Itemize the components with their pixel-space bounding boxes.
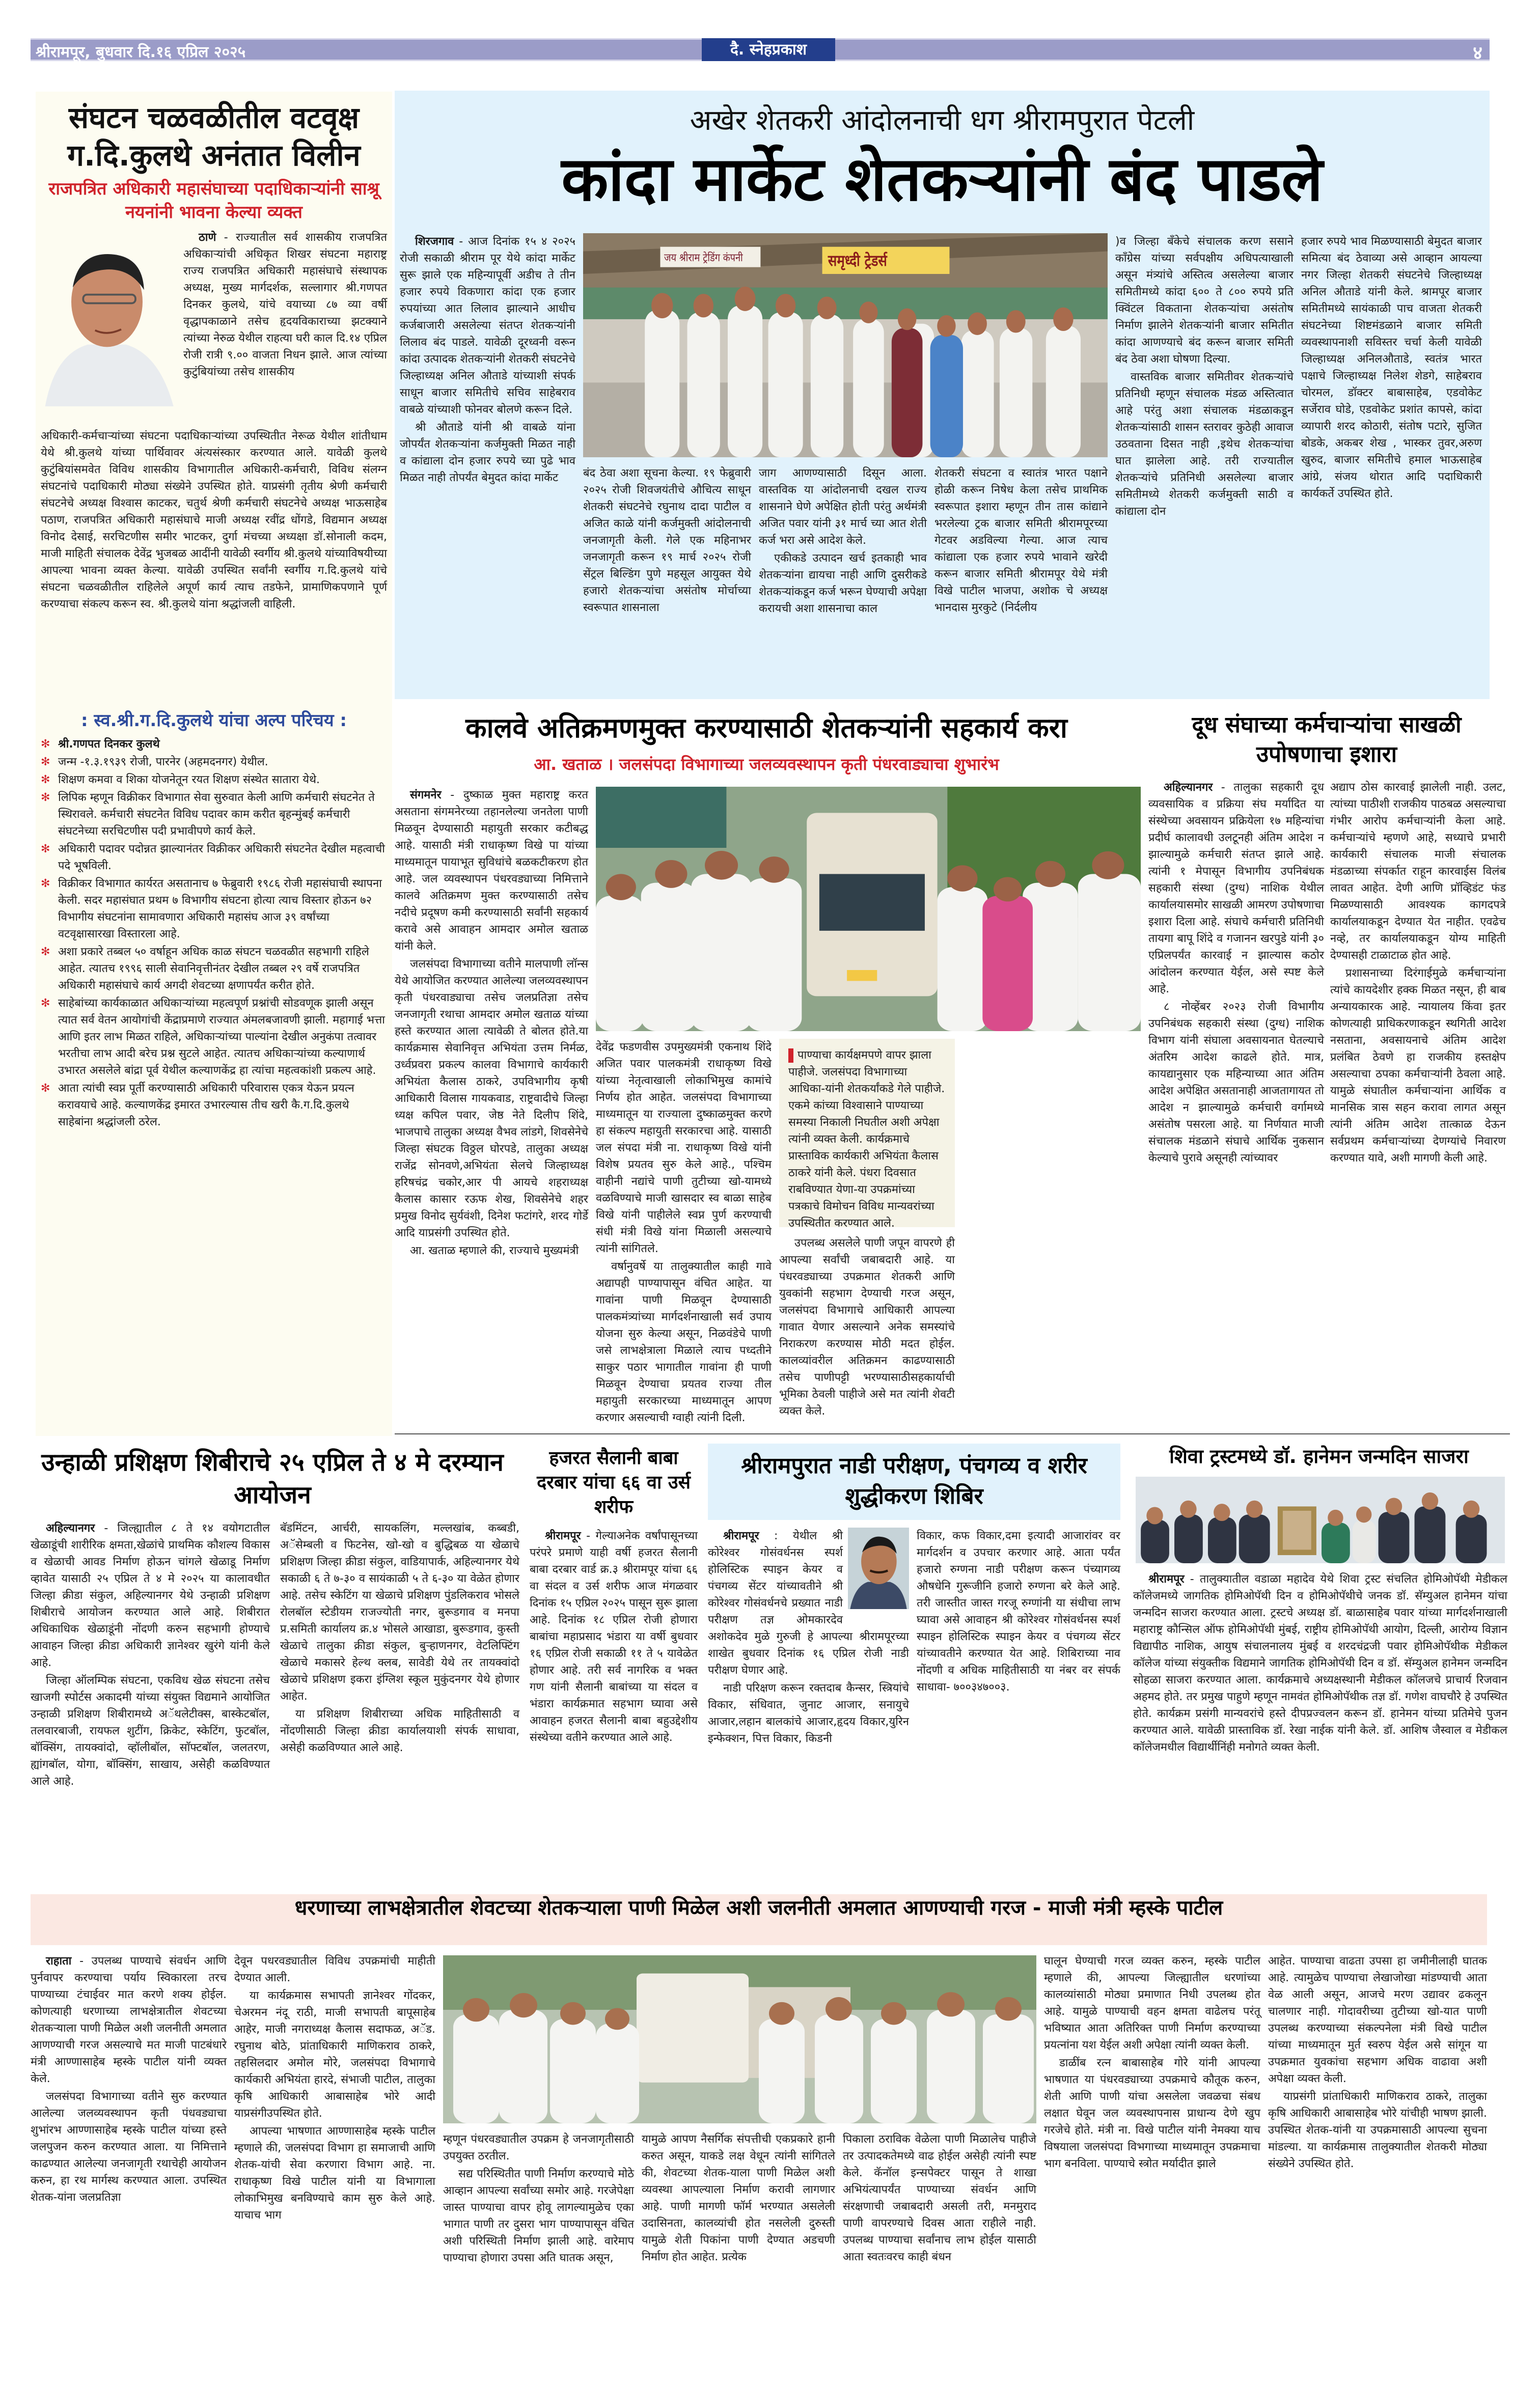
nadi-col-2: विकार, कफ विकार,दमा इत्यादी आजारांवर वर मार्गदर्शन व उपचार करणार आहे. आता पर्यंत हजारो रुग्णना नाडी परीक्षण करून पंच्यागव्य औषधेनि गुरूजीनि हजारो रुग्णना बरे केले आहे. तरी जास्तीत जास्त गरजू रुग्णांनी या संधीचा लाभ घ्यावा असे आवाहन श्री कोरेश्वर गोसंवर्धनस स्पर्श स्पाइन होलिस्टिक स्पाइन केयर व पंचगव्य सेंटर यांच्यावतीने करण्यात येत आहे. शिबिराच्या नाव नोंदणी व अधिक माहितीसाठी या नंबर वर संपर्क साधावा- ७००३४७००३. [917, 1530, 1120, 1694]
bio-item: ✻ जन्म -१.३.१९३९ रोजी, पारनेर (अहमदनगर) येथील. [41, 754, 387, 770]
hahnemann-dateline: श्रीरामपूर [1148, 1573, 1185, 1586]
nadi-headline-box [708, 1444, 1120, 1520]
sign-jay-shriram: जय श्रीराम ट्रेडिंग कंपनी [664, 251, 743, 264]
canal-quote-text: पाण्याचा कार्यक्षमपणे वापर झाला पाहीजे. जलसंपदा विभागाच्या आधिका-यांनी शेतकर्यांकडे गेले पाहीजे. एकमे कांच्या विश्वासाने पाण्याच्या समस्या निकाली निघतील अशी अपेक्षा त्यांनी व्यक्त केली. कार्यक्रमाचे प्रास्ताविक कार्यकारी अभियंता कैलास ठाकरे यांनी केले. पंधरा दिवसात राबविण्यात येणा-या उपक्रमांच्या पत्रकाचे विमोचन विविध मान्यवरांच्या उपस्थितीत करण्यात आले. [788, 1049, 945, 1230]
dam-dateline: राहाता [46, 1955, 72, 1968]
urs-body: श्रीरामपूर - गेल्याअनेक वर्षांपासूनच्या परंपरे प्रमाणे याही वर्षी हजरत सैलानी बाबा दरबार वार्ड क्र.३ श्रीरामपूर यांचा ६६ वा संदल व उर्स शरीफ आज मंगळवार दिनांक १५ एप्रिल २०२५ पासून सुरू झाला आहे. दिनांक १८ एप्रिल रोजी होणारा बाबांचा महाप्रसाद भंडारा या वर्षी बुधवार १६ एप्रिल रोजी सकाळी ११ ते ५ यावेळेत होणार आहे. तरी सर्व नागरिक व भक्त गण यांनी सैलानी बाबांच्या या संदल व भंडारा कार्यक्रमात सहभाग घ्यावा असे आवाहन हजरत सैलानी बाबा बहुउद्देशीय संस्थेच्या वतीने करण्यात आले आहे. [530, 1530, 698, 1744]
asterisk-bullet-icon: ✻ [41, 791, 50, 804]
canal-col-2b: वर्षानुवर्षे या तालुक्यातील काही गावे अद्यापही पाण्यापासून वंचित आहेत. या गावांना पाणी मिळवून देण्यासाठी पालकमंत्र्यांच्या मार्गदर्शनाखाली सर्व उपाय योजना सुरु केल्या असून, निळवंडेचे पाणी जसे लाभक्षेत्राला मिळाले त्याच पध्दतीने साकुर पठार भागातील गावांना ही पाणी मिळवून देण्याचा प्रयतव राज्या तील महायुती सरकारच्या माध्यमातून आपण करणार असल्याची ग्वाही त्यांनी दिली. [596, 1260, 772, 1424]
hahnemann-headline: शिवा ट्रस्टमध्ये डॉ. हानेमन जन्मदिन साजरा [1169, 1445, 1469, 1468]
asterisk-bullet-icon: ✻ [41, 756, 50, 768]
bio-item: ✻ अधिकारी पदावर पदोन्नत झाल्यानंतर विक्रीकर अधिकारी संघटनेत देखील महत्वाची पदे भूषविली. [41, 841, 387, 874]
dam-col-6: घालून घेण्याची गरज व्यक्त करुन, म्हस्के पाटील म्हणाले की, आपल्या जिल्ह्यातील धरणांच्या कालव्यांसाठी मोठ्या प्रमाणात निधी उपलब्ध होत आहे. यामुळे पाण्याची वहन क्षमता वाढेलच परंतू भविष्यात आता अतिरिक्त पाणी निर्माण करण्याच्या प्रयत्नांना यश येईल अशी अपेक्षा त्यांनी व्यक्त केली. डाळींब रत्न बाबासाहेब गोरे यांनी आपल्या भाषणात या पंधरवड्याच्या उपक्रमाचे कौतूक करुन, शेती आणि पाणी यांचा असलेला जवळचा संबध लक्षात घेवून जल व्यवस्थापनास प्राधान्य देणे खुप गरजेचे होते. मंत्री ना. विखे पाटील यांनी नेमक्या याच विषयाला जलसंपदा विभगाच्या माध्यमातून उपक्रमाचा भाग बनविला. पाण्याचे स्त्रोत मर्यादीत झाले [1044, 1955, 1260, 2170]
canal-dateline: संगमनेर [410, 789, 442, 801]
milk-dateline: अहिल्यानगर [1164, 781, 1213, 794]
quote-marker-icon [788, 1048, 793, 1063]
portrait-photo [36, 229, 178, 412]
asterisk-bullet-icon: ✻ [41, 877, 50, 890]
urs-dateline: श्रीरामपूर [545, 1530, 581, 1542]
milk-col-2: अद्याप ठोस कारवाई झालेली नाही. उलट, त्यांच्या पाठीशी राजकीय पाठबळ असल्याचा गंभीर आरोप कर्मचाऱ्यांनी केला आहे. कर्मचाऱ्यांचे म्हणणे आहे, सध्याचे प्रभारी कार्यकारी संचालक माजी संचालक मंडळाच्या संपर्कात राहून कारवाईस विलंब लावत आहेत. देणी आणि प्रॉव्हिडंट फंड मिळण्यासाठी आवश्यक कागदपत्रे कार्यालयाकडून देण्यात येत नाहीत. एवढेच नव्हे, तर कार्यालयाकडून योग्य माहिती देण्यासही टाळाटाळ होत आहे. प्रशासनाच्या दिरंगाईमुळे कर्मचाऱ्यांना त्यांचे कायदेशीर हक्क मिळत नसून, ही बाब अन्यायकारक आहे. न्यायालय किंवा इतर कोणत्याही प्राधिकरणाकडून स्थगिती आदेश नसताना, अवसायनाचे अंतिम आदेश प्रलंबित ठेवणे हा राजकीय हस्तक्षेप असल्याचा ठपका कर्मचाऱ्यांनी ठेवला आहे. यामुळे संघातील कर्मचाऱ्यांना आर्थिक व मानसिक त्रास सहन करावा लागत असून त्यांनी अंतिम आदेश तात्काळ देऊन सर्वप्रथम कर्मचाऱ्यांच्या देणग्यांचे निवारण करण्यात यावे, अशी मागणी केली आहे. [1330, 781, 1506, 1165]
bio-list [41, 736, 387, 1428]
canal-col-1: संगमनेर - दुष्काळ मुक्त महाराष्ट्र करत असताना संगमनेरच्या तहानलेल्या जनतेला पाणी मिळवून देण्यासाठी महायुती सरकार कटीबद्ध आहे. यासाठी मंत्री राधाकृष्ण विखे पा यांच्या माध्यमातून पायाभूत सुविधांचे बळकटीकरण होत आहे. जल व्यवस्थापन पंधरवड्याच्या निमित्ताने कालवे अतिक्रमण मुक्त करण्यासाठी तसेच नदीचे प्रदूषण कमी करण्यासाठी सर्वांनी सहकार्य करावे असे आवाहन आमदार अमोल खताळ यांनी केले. जलसंपदा विभागाच्या वतीने मालपाणी लॉन्स येथे आयोजित करण्यात आलेल्या जलव्यवस्थापन कृती पंधरवाड्याचा तसेच जलप्रतिज्ञा तसेच जनजागृती रथाचा आमदार अमोल खताळ यांच्या हस्ते करण्यात आला त्यावेळी ते बोलत होते.या कार्यक्रमास सेवानिवृत्त अभियंता उत्तम निर्मळ, उर्ध्वप्रवरा प्रकल्प कालवा विभागाचे कार्यकारी अभियंता कैलास ठाकरे, उपविभागीय कृषी आधिकारी विलास गायकवाड, राष्ट्रवादीचे जिल्हा ध्यक्ष कपिल पवार, जेष्ठ नेते दिलीप शिंदे, भाजपाचे तालुका अध्यक्ष वैभव लांडगे, शिवसेनेचे जिल्हा संघटक विठ्ठल घोरपडे, तालुका अध्यक्ष राजेंद्र सोनवणे,अभियंता सेलचे जिल्हाध्यक्ष हरिषचंद्र चकोर,आर पी आयचे शहराध्यक्ष कैलास कासार रऊफ शेख, शिवसेनेचे शहर प्रमुख विनोद सुर्यवंशी, दिनेश फटांगरे, शरद गोर्डे आदि याप्रसंगी उपस्थित होते. आ. खताळ म्हणाले की, राज्याचे मुख्यमंत्री [395, 787, 588, 1426]
nadi-headline: श्रीरामपुरात नाडी परीक्षण, पंचगव्य व शरीर शुद्धीकरण शिबिर [741, 1453, 1087, 1509]
masthead-band [31, 38, 1490, 64]
asterisk-bullet-icon: ✻ [41, 946, 50, 958]
obituary-headline: संघटन चळवळीतील वटवृक्ष ग.दि.कुलथे अनंतात विलीन [67, 100, 361, 173]
obituary-lead-text: ठाणे - राज्यातील सर्व शासकीय राजपत्रित अधिकाऱ्यांची अधिकृत शिखर संघटना महाराष्ट्र राज्य राजपत्रित अधिकारी महासंघाचे संस्थापक अध्यक्ष, मुख्य मार्गदर्शक, सल्लागार श्री.गणपत दिनकर कुलथे, यांचे वयाच्या ८७ व्या वर्षी वृद्धापकाळाने तसेच हृदयविकाराच्या झटक्याने त्यांच्या नेरुळ येथील राहत्या घरी काल दि.१४ एप्रिल रोजी रात्री ९.०० वाजता निधन झाले. आज त्यांच्या कुटुंबियांच्या तसेच शासकीय [183, 231, 387, 378]
canal-quote-box [779, 1039, 955, 1230]
sports-col-1: अहिल्यानगर - जिल्ह्यातील ८ ते १४ वयोगटातील खेळाडूंची शारीरिक क्षमता,खेळांचे प्राथमिक कौशल्य विकास व खेळाची आवड निर्माण होऊन चांगले खेळाडू निर्माण व्हावेत यासाठी २५ एप्रिल ते ४ मे २०२५ या कालावधीत जिल्हा क्रीडा संकुल, अहिल्यानगर येथे उन्हाळी प्रशिक्षण शिबीराचे आयोजन करण्यात आले आहे. शिबीरात अधिकाधिक खेळाडूंनी नोंदणी करुन सहभागी होण्याचे आवाहन जिल्हा क्रीडा अधिकारी ज्ञानेश्वर खुरंगे यांनी केले आहे. जिल्हा ऑलम्पिक संघटना, एकविध खेळ संघटना तसेच खाजगी स्पोर्टस अकादमी यांच्या संयुक्त विद्यमाने आयोजित उन्हाळी प्रशिक्षण शिबीरामध्ये अॅथलेटीक्स, बास्केटबॉल, तलवारबाजी, रायफल शुटींग, क्रिकेट, स्केटिंग, फुटबॉल, बॉक्सिंग, तायक्वांदो, व्हॉलीबॉल, साॅफ्टबॉल, जलतरण, ह्यांगबॉल, योगा, बॉक्सिंग, साखाय, असेही कळविण्यात आले आहे. [31, 1522, 270, 1788]
page-number: ४ [1473, 43, 1482, 64]
bio-item: ✻ श्री.गणपत दिनकर कुलथे [41, 736, 387, 753]
obituary-lead-body: राज्यातील सर्व शासकीय राजपत्रित अधिकाऱ्यांची अधिकृत शिखर संघटना महाराष्ट्र राज्य राजपत्रित अधिकारी महासंघाचे संस्थापक अध्यक्ष, मुख्य मार्गदर्शक, सल्लागार श्री.गणपत दिनकर कुलथे, यांचे वयाच्या ८७ व्या वर्षी वृद्धापकाळाने तसेच हृदयविकाराच्या झटक्याने त्यांच्या नेरुळ येथील राहत्या घरी काल दि.१४ एप्रिल रोजी रात्री ९.०० वाजता निधन झाले. आज त्यांच्या कुटुंबियांच्या तसेच शासकीय [183, 231, 387, 378]
nadi-col-1: श्रीरामपूर : येथील श्री कोरेश्वर गोसंवर्धनस स्पर्श होलिस्टिक स्पाइन केयर व पंचगव्य सेंटर यांच्यावतीने श्री कोरेश्वर गोसंवर्धनचे प्रख्यात नाडी परीक्षण तज्ञ ओमकारदेव अशोकदेव मुळे गुरुजी हे आपल्या श्रीरामपूरच्या शाखेत बुधवार दिनांक १६ एप्रिल रोजी नाडी परीक्षण घेणार आहे. नाडी परिक्षण करून रक्तदाब कैन्सर, स्त्रियांचे विकार, संधिवात, जुनाट आजार, सनायुचे आजार,लहान बालकांचे आजार,हृदय विकार,युरिन इन्फेक्शन, पित्त विकार, किडनी [708, 1528, 909, 1887]
sign-samruddhi: समृध्दी ट्रेडर्स [828, 252, 887, 270]
obituary-subheadline: राजपत्रित अधिकारी महासंघाच्या पदाधिकाऱ्यांनी साश्रू नयनांनी भावना केल्या व्यक्त [48, 179, 379, 223]
hahnemann-event-photo [1136, 1477, 1505, 1563]
asterisk-bullet-icon: ✻ [41, 843, 50, 855]
bio-item: ✻ लिपिक म्हणून विक्रीकर विभागात सेवा सुरुवात केली आणि कर्मचारी संघटनेत ते स्थिरावले. कर्मचारी संघटनेत विविध पदावर काम करीत बृहन्मुंबई कर्मचारी संघटनेच्या सरचिटणीस पदी प्रभावीपणे कार्य केले. [41, 789, 387, 840]
sports-headline: उन्हाळी प्रशिक्षण शिबीराचे २५ एप्रिल ते ४ मे दरम्यान आयोजन [41, 1448, 504, 1509]
lead-col-5: )व जिल्हा बँकेचे संचालक करण ससाने काँग्रेस यांच्या सर्वपक्षीय अधिपत्याखाली असून मंत्र्यांचे अस्तित्व असलेल्या बाजार समितीमध्ये कांदा ६०० ते ८०० रुपये प्रति क्विंटल विकताना शेतकऱ्यांचा असंतोष निर्माण झालेने शेतकऱ्यांनी बाजार समितीत कांदा आणण्याचे बंद करून बाजार समिती बंद ठेवा अशा घोषणा दिल्या. वास्तविक बाजार समितीवर शेतकऱ्यांचे प्रतिनिधी म्हणून संचालक मंडळ अस्तित्वात आहे परंतु अशा संचालक मंडळाकडून शेतकऱ्यांसाठी शासन स्तरावर कुठेही आवाज उठवताना दिसत नाही ,इथेच शेतकऱ्यांचा घात झालेला आहे. तरी राज्यातील शेतकऱ्यांचे प्रतिनिधी असलेल्या बाजार समितीमध्ये शेतकरी कर्जमुक्ती साठी व कांद्याला दोन [1115, 233, 1294, 694]
dam-headline: धरणाच्या लाभक्षेत्रातील शेवटच्या शेतकऱ्याला पाणी मिळेल अशी जलनीती अमलात आणण्याची गरज - माजी मंत्री म्हस्के पाटील [294, 1896, 1223, 1920]
bio-item: ✻ साहेबांच्या कार्यकाळात अधिकाऱ्यांच्या महत्वपूर्ण प्रश्नांची सोडवणूक झाली असून त्यात सर्व वेतन आयोगांची केंद्राप्रमाणे राज्यात अंमलबजावणी झाली. महागाई भत्ता आणि इतर लाभ मिळत राहिले, अधिकाऱ्यांच्या पाल्यांना देखील अनुकंपा तत्वावर भरतीचा लाभ आदी बरेच प्रश्न सुटले आहेत. त्यातच अधिकाऱ्यांच्या कल्याणार्थ उभारत असलेले बांद्रा पूर्व येथील कल्याणकेंद्र हा त्यांचा महत्वकांशी प्रकल्प आहे. [41, 995, 387, 1079]
lead-kicker: अखेर शेतकरी आंदोलनाची धग श्रीरामपुरात पेटली [690, 104, 1195, 137]
milk-headline: दूध संघाच्या कर्मचाऱ्यांचा साखळी उपोषणाचा इशारा [1192, 712, 1462, 767]
asterisk-bullet-icon: ✻ [41, 997, 50, 1010]
canal-headline: कालवे अतिक्रमणमुक्त करण्यासाठी शेतकऱ्यांनी सहकार्य करा [465, 712, 1067, 744]
lead-col-1: शिरजगाव - आज दिनांक १५ ४ २०२५ रोजी सकाळी श्रीराम पूर येथे कांदा मार्केट सुरू झाले एक महिन्यापूर्वी अडीच ते तीन हजार रुपये विकणारा कांदा एक हजार रुपयांच्या आत लिलाव झाल्याने आधीच कर्जबाजारी असलेल्या संतप्त शेतकऱ्यांनी लिलाव बंद पाडले. यावेळी दूरध्वनी वरून कांदा उत्पादक शेतकऱ्यांनी शेतकरी संघटनेचे जिल्हाध्यक्ष अनिल औताडे यांच्याशी संपर्क साधून बाजार समितीचे सचिव साहेबराव वाबळे यांच्याशी फोनवर बोलणे करून दिले. श्री औताडे यांनी श्री वाबळे यांना जोपर्यंत शेतकऱ्यांना कर्जमुक्ती मिळत नाही व कांद्याला दोन हजार रुपये च्या पुढे भाव मिळत नाही तोपर्यंत बेमुदत कांदा मार्केट [400, 235, 575, 484]
dam-col-2: देवून पधरवड्यातील विविध उपक्रमांची माहीती देण्यात आली. या कार्यक्रमास सभापती ज्ञानेश्वर गोंदकर, चेअरमन नंदू राठी, माजी सभापती बापूसाहेब आहेर, माजी नगराध्यक्ष कैलास सदाफळ, अॅड. रघुनाथ बोठे, प्रांताधिकारी माणिकराव ठाकरे, तहसिलदार अमोल मोरे, जलसंपदा विभागाचे कार्यकारी अभियंता हारदे, संभाजी पाटील, तालुका कृषि आधिकारी आबासाहेब भोरे आदी याप्रसंगीउपस्थित होते. आपल्या भाषणात आण्णासाहेब म्हस्के पाटील म्हणाले की, जलसंपदा विभाग हा समाजाची आणि शेतक-यांची सेवा करणारा विभाग आहे. ना. राधाकृष्ण विखे पाटील यांनी या विभागाला लोकाभिमुख बनविण्याचे काम सुरु केले आहे. याचाच भाग [234, 1955, 435, 2222]
bio-title: : स्व.श्री.ग.दि.कुलथे यांचा अल्प परिचय : [80, 710, 347, 731]
urs-headline: हजरत सैलानी बाबा दरबार यांचा ६६ वा उर्स शरीफ [537, 1448, 691, 1517]
dam-col-1: राहाता - उपलब्ध पाण्याचे संवर्धन आणि पुर्नवापर करण्याचा पर्याय स्विकारला तरच पाण्याच्या टंचाईवर मात करणे शक्य होईल. कोणत्याही धरणाच्या लाभक्षेत्रातील शेवटच्या शेतकऱ्याला पाणी मिळेल अशी जलनीती अमलात आणण्याची गरज असल्याचे मत माजी पाटबंधारे मंत्री आण्णासाहेब म्हस्के पाटील यांनी व्यक्त केले. जलसंपदा विभागाच्या वतीने सुरु करण्यात आलेल्या जलव्यवस्थापन कृती पंधवड्याचा शुभांरभ आण्णासाहेब म्हस्के पाटील यांच्या हस्ते जलपुजन करुन करण्यात आला. या निमित्ताने काढण्यात आलेल्या जनजागृती रथाचेही आयोजन करुन, हा रथ मार्गस्थ करण्यात आला. उपस्थित शेतक-यांना जलप्रतिज्ञा [31, 1955, 227, 2204]
lead-col-6: हजार रुपये भाव मिळण्यासाठी बेमुदत बाजार समित्या बंद ठेवाव्या असे आव्हान आयल्या नगर जिल्हा शेतकरी संघटनेचे जिल्हाध्यक्ष अनिल औताडे यांनी केले. श्रामपूर बाजार समितीमध्ये सायंकाळी पाच वाजता शेतकरी संघटनेच्या शिष्टमंडळाने बाजार समिती व्यवस्थापनाशी सविस्तर चर्चा केली यावेळी जिल्हाध्यक्ष अनिलऔताडे, स्वतंत्र भारत पक्षाचे जिल्हाध्यक्ष निलेश शेडगे, साहेबराव चोरमल, डॉक्टर बाबासाहेब, एडवोकेट सर्जेराव घोडे, एडवोकेट प्रशांत कापसे, कांदा व्यापारी शरद कोठारी, संतोष पटारे, सुजित बोडके, अकबर शेख , भास्कर तुवर,अरुण खुरुद, बाजार समितीचे हमाल भाऊसाहेब आंग्रे, संजय थोरात आदि पदाधिकारी कार्यकर्ते उपस्थित होते. [1301, 235, 1482, 500]
bio-item: ✻ अशा प्रकारे तब्बल ५० वर्षाहून अधिक काळ संघटन चळवळीत सहभागी राहिले आहेत. त्यातच १९९६ साली सेवानिवृत्तीनंतर देखील तब्बल २९ वर्षे राजपत्रित अधिकारी महासंघाचे कार्य अगदी शेवटच्या क्षणापर्यंत करीत होते. [41, 944, 387, 994]
canal-col-1c: आ. खताळ म्हणाले की, राज्याचे मुख्यमंत्री [410, 1244, 579, 1257]
asterisk-bullet-icon: ✻ [41, 773, 50, 786]
lead-headline: कांदा मार्केट शेतकऱ्यांनी बंद पाडले [561, 144, 1323, 215]
obituary-dateline: ठाणे [199, 231, 216, 244]
market-protest-photo [583, 233, 1108, 457]
lead-dateline: शिरजगाव [415, 235, 454, 248]
sports-dateline: अहिल्यानगर [46, 1522, 95, 1535]
dam-col-3: म्हणून पंधरवड्यातील उपक्रम हे जनजागृतीसाठी उपयुक्त ठरतील. सद्य परिस्थितीत पाणी निर्माण करण्याचे मोठे आव्हान आपल्या सर्वांच्या समोर आहे. गरजेपेक्षा जास्त पाण्याचा वापर होवू लागल्यामुळेच एका भागात पाणी तर दुसरा भाग पाण्यापासून वंचित अशी परिस्थिती निर्माण झाली आहे. वारेमाप पाण्याचा होणारा उपसा अति घातक असून, [443, 2133, 634, 2264]
bio-item: ✻ विक्रीकर विभागात कार्यरत असतानाच ७ फेब्रुवारी १९८६ रोजी महासंघाची स्थापना केली. सदर महासंघात प्रथम ७ विभागीय संघटना होत्या त्याच विस्तार होऊन ७२ विभागीय संघटनांना सामावणारा अधिकारी महासंघ आज ३९ वर्षांच्या वटवृक्षासारखा विस्तारला आहे. [41, 875, 387, 943]
bio-item: ✻ आता त्यांची स्वप्न पूर्ती करण्यासाठी अधिकारी परिवारास एकत्र येऊन प्रयत्न करावयाचे आहे. कल्याणकेंद्र इमारत उभारल्यास तीच खरी कै.ग.दि.कुलथे साहेबांना श्रद्धांजली ठरेल. [41, 1080, 387, 1130]
issue-date: श्रीरामपूर, बुधवार दि.१६ एप्रिल २०२५ [36, 43, 246, 61]
dam-col-5: पिकाला ठराविक वेळेला पाणी मिळालेच पाहीजे तर उत्पादकतेमध्ये वाढ होईल असेही त्यांनी स्पष्ट केले. कॅनॉल इन्सपेक्टर पासून ते शाखा अभियंत्यापर्यंत पाण्याच्या संवर्धन आणि संरक्षणाची जबाबदारी असली तरी, मनमुराद पाणी वापरण्याचे दिवस आता राहीले नाही. उपलब्ध पाण्याचा सर्वांनाच लाभ होईल यासाठी आता स्वतःवरच काही बंधन [843, 2133, 1036, 2263]
dam-col-7: आहेत. पाण्याचा वाढता उपसा हा जमीनीलाही घातक आहे. त्यामुळेच पाण्याचा लेखाजोखा मांडण्याची आता वेळ आली असून, आजचे मरण उद्यावर ढकलून चालणार नाही. गोदावरीच्या तुटीच्या खो-यात पाणी उपलब्ध करण्याच्या संकल्पनेला मंत्री विखे पाटील यांच्या माध्यमातून मुर्त स्वरुप येईल असे सांगून या उपक्रमात युवकांचा सहभाग अधिक वाढावा अशी अपेक्षा व्यक्त केली. याप्रसंगी प्रांताधिकारी माणिकराव ठाकरे, तालुका कृषि आधिकारी आबासाहेब भोरे यांचीही भाषण झाली. उपस्थित शेतक-यांनी या उपक्रमासाठी आपल्या सुचना मांडल्या. या कार्यक्रमास तालुक्यातील शेतकरी मोठ्या संख्येने उपस्थित होते. [1268, 1955, 1487, 2170]
lead-col-5b: वास्तविक बाजार समितीवर शेतकऱ्यांचे प्रतिनिधी म्हणून संचालक मंडळ अस्तित्वात आहे परंतु अशा संचालक मंडळाकडून शेतकऱ्यांसाठी शासन स्तरावर कुठेही आवाज उठवताना दिसत नाही ,इथेच शेतकऱ्यांचा घात झालेला आहे. तरी राज्यातील शेतकऱ्यांचे प्रतिनिधी असलेल्या बाजार समितीमध्ये शेतकरी कर्जमुक्ती साठी व कांद्याला दोन [1115, 371, 1294, 518]
obituary-article [36, 92, 392, 1436]
nadi-dateline: श्रीरामपूर [723, 1530, 759, 1542]
lead-col-2: बंद ठेवा अशा सूचना केल्या. १९ फेब्रुवारी २०२५ रोजी शिवजयंतीचे औचित्य साधून शेतकरी संघटनेचे रघुनाथ दादा पाटील व अजित काळे यांनी कर्जमुक्ती आंदोलनाची जनजागृती केली. गेले एक महिनाभर जनजागृती करून १९ मार्च २०२५ रोजी सेंट्रल बिल्डिंग पुणे महसूल आयुक्त येथे हजारो शेतकऱ्यांचा असंतोष मोर्चाच्या स्वरूपात शासनाला [583, 467, 751, 614]
guruji-photo [848, 1528, 909, 1609]
sports-col-2: बॅडमिंटन, आर्चरी, सायकलिंग, मल्लखांब, कब्बडी, अॅसेम्बली व फिटनेस, खो-खो व बुद्धिबळ या खेळाचे प्रशिक्षण जिल्हा क्रीडा संकुल, वाडियापार्क, अहिल्यानगर येथे सकाळी ६ ते ७-३० व सायंकाळी ५ ते ६-३० या वेळेत होणार आहे. तसेच स्केटिंग या खेळाचे प्रशिक्षण पुंडलिकराव भोसले रोलबॉल स्टेडीयम राजज्योती नगर, बुरूडगाव व मनपा प्र.समिती कार्यालय क्र.४ भोसले आखाडा, बुरूडगाव, कुस्ती खेळाचे तालुका क्रीडा संकुल, बुऱ्हाणनगर, वेटलिफ्टिंग खेळाचे मकासरे हेल्थ क्लब, सावेडी येथे तर तायक्वांदो खेळाचे प्रशिक्षण इकरा इंग्लिश स्कूल मुकुंदनगर येथे होणार आहेत. या प्रशिक्षण शिबीराच्या अधिक माहितीसाठी व नोंदणीसाठी जिल्हा क्रीडा कार्यालयाशी संपर्क साधावा, असेही कळविण्यात आले आहे. [280, 1522, 519, 1754]
asterisk-bullet-icon: ✻ [41, 1082, 50, 1095]
lead-story [395, 91, 1490, 699]
obituary-body-text [41, 428, 387, 703]
lead-col-4: शेतकरी संघटना व स्वातंत्र भारत पक्षाने होळी करून निषेध केला तसेच प्राथमिक स्वरूपात इशारा म्हणून तीन तास कांद्याने भरलेल्या ट्रक बाजार समिती श्रीरामपूरच्या गेटवर अडविल्या गेल्या. आज त्याच कांद्याला एक हजार रुपये भावाने खरेदी करून बाजार समिती श्रीरामपूर येथे मंत्री विखे पाटील भाजपा, अशोक चे अध्यक्ष भानदास मुरकुटे (निर्दलीय [934, 467, 1108, 614]
dam-headline-band [31, 1894, 1487, 1945]
dam-col-4: यामुळे आपण नैसर्गिक संपत्तीची एकप्रकारे हानी करुत असून, याकडे लक्ष वेधून त्यांनी सांगितले की, शेवटच्या शेतक-याला पाणी मिळेल अशी व्यवस्था आपल्याला निर्माण करावी लागणार आहे. पाणी मागणी फॉर्म भरण्यात असलेली उदासिनता, कालव्यांची होत नसलेली दुरुस्ती यामुळे शेती पिकांना पाणी देण्यात अडचणी निर्माण होत आहेत. प्रत्येक [642, 2133, 835, 2263]
bio-item: ✻ शिक्षण कमवा व शिका योजनेतून रयत शिक्षण संस्थेत सातारा येथे. [41, 771, 387, 788]
asterisk-bullet-icon: ✻ [41, 738, 50, 751]
newspaper-brand: दै. स्नेहप्रकाश [702, 38, 835, 61]
canal-col-2: देवेंद्र फडणवीस उपमुख्यमंत्री एकनाथ शिंदे अजित पवार पालकमंत्री राधाकृष्ण विखे यांच्या नेतृत्वाखाली लोकाभिमुख कामांचे निर्णय होत आहेत. जलसंपदा विभागाच्या माध्यमातून या राज्याला दुष्काळमुक्त करणे हा संकल्प महायुती सरकारचा आहे. यासाठी जल संपदा मंत्री ना. राधाकृष्ण विखे यांनी विशेष प्रयतव सुरु केले आहे., पश्चिम वाहीनी नद्यांचे पाणी तुटीच्या खो-यामध्ये वळविण्याचे माजी खासदार स्व बाळा साहेब विखे यांनी पाहीलेले स्वप्न पुर्ण करण्याची संधी मंत्री विखे यांना मिळाली असल्याचे त्यांनी सांगितले. वर्षानुवर्षे या तालुक्यातील काही गावे अद्यापही पाण्यापासून वंचित आहेत. या गावांना पाणी मिळवून देण्यासाठी पालकमंत्र्यांच्या मार्गदर्शनाखाली सर्व उपाय योजना सुरु केल्या असून, निळवंडेचे पाणी जसे लाभक्षेत्राला मिळाले त्याच पध्दतीने साकुर पठार भागातील गावांना ही पाणी मिळवून देण्याचा प्रयतव राज्या तील महायुती सरकारच्या माध्यमातून आपण करणार असल्याची ग्वाही त्यांनी दिली. [596, 1039, 772, 1426]
milk-col-1: अहिल्यानगर - तालुका सहकारी दूध व्यवसायिक व प्रक्रिया संघ मर्यादित या संस्थेच्या अवसायन प्रक्रियेला १७ महिन्यांचा प्रदीर्घ कालावधी उलटूनही अंतिम आदेश न झाल्यामुळे कर्मचारी संतप्त झाले आहे. त्यांनी १ मेपासून विभागीय उपनिबंधक सहकारी संस्था (दुग्ध) नाशिक येथील कार्यालयासमोर साखळी आमरण उपोषणाचा इशारा दिला आहे. संघाचे कर्मचारी प्रतिनिधी तायगा बापू शिंदे व गजानन खरपुडे यांनी ३० एप्रिलपर्यंत कारवाई न झाल्यास कठोर आंदोलन करण्यात येईल, असे स्पष्ट केले आहे. ८ नोव्हेंबर २०२३ रोजी विभागीय उपनिबंधक सहकारी संस्था (दुग्ध) नाशिक विभाग यांनी संघाला अवसायनात घेतल्याचे अंतरिम आदेश काढले होते. मात्र, कायद्यानुसार एक महिन्याच्या आत अंतिम आदेश अपेक्षित असतानाही आजतागायत तो आदेश न झाल्यामुळे कर्मचारी वर्गामध्ये असंतोष पसरला आहे. या निर्णयात माजी संचालक मंडळाने संघाचे आर्थिक नुकसान केल्याचे पुरावे असूनही त्यांच्यावर [1148, 781, 1324, 1165]
canal-subheadline: आ. खताळ । जलसंपदा विभागाच्या जलव्यवस्थापन कृती पंधरवाड्याचा शुभारंभ [534, 755, 999, 774]
hahnemann-body: श्रीरामपूर - तालुक्यातील वडाळा महादेव येथे शिवा ट्रस्ट संचलित होमिओपॅथी मेडीकल कॉलेजमध्ये जागतिक होमिओपॅथी दिन व होमिओपॅथीचे जनक डॉ. सॅम्युअल हानेमन यांचा जन्मदिन साजरा करण्यात आला. ट्रस्टचे अध्यक्ष डॉ. बाळासाहेब पवार यांच्या मार्गदर्शनाखाली महाराष्ट्र कौन्सिल ऑफ होमिओपॅथी मुंबई, राष्ट्रीय होमिओपॅथी आयोग, दिल्ली, आरोग्य विज्ञान विद्यापीठ नाशिक, आयुष संचालनालय मुंबई व शरदचंद्रजी पवार होमिओपॅथीक मेडीकल कॉलेज यांच्या संयुक्तीक विद्यमाने जागतिक होमिओपॅथी दिन व डॉ. सॅम्युअल हानेमन जन्मदिन सोहळा साजरा करण्यात आला. कार्यक्रमाचे अध्यक्षस्थानी मेडीकल कॉलजचे प्राचार्य रिजवान अहमद होते. तर प्रमुख पाहुणे म्हणून नामवंत होमिओपॅथीक तज्ञ डॉ. गणेश वाघचौरे हे उपस्थित होते. कार्यक्रम प्रसंगी मान्यवरांचे हस्ते दीपप्रज्वलन करून डॉ. हानेमन यांच्या प्रतिमेचे पुजन करण्यात आले. यावेळी प्रास्ताविक डॉ. रेखा नाईक यांनी केले. डॉ. आशिष जैस्वाल व मेडीकल कॉलेजमधील विद्यार्थीनिंही मनोगते व्यक्त केली. [1133, 1573, 1507, 1754]
section-divider [395, 1433, 1510, 1434]
obituary-body-paragraph: अधिकारी-कर्मचाऱ्यांच्या संघटना पदाधिकाऱ्यांच्या उपस्थितीत नेरूळ येथील शांतीधाम येथे श्री.कुलथे यांच्या पार्थिवावर अंत्यसंस्कार करण्यात आले. यावेळी कुलथे कुटुंबियांसमवेत विविध शासकीय विभागातील अधिकारी-कर्मचारी, विविध संलग्न संघटनांचे पदाधिकारी मोठ्या संख्येने उपस्थित होते. याप्रसंगी तृतीय श्रेणी कर्मचारी संघटनेचे अध्यक्ष विश्वास काटकर, चतुर्थ श्रेणी कर्मचारी संघटनेचे अध्यक्ष भाऊसाहेब पठाण, राजपत्रित अधिकारी महासंघाचे माजी अध्यक्ष रवींद्र धोंगडे, विद्यमान अध्यक्ष विनोद देसाई, सरचिटणीस समीर भाटकर, दुर्गा मंचच्या अध्यक्षा डॉ.सोनाली कदम, माजी माहिती संचालक देवेंद्र भुजबळ आदींनी यावेळी स्वर्गीय श्री.कुलथे यांच्याविषयीच्या आपल्या भावना व्यक्त केल्या. यावेळी उपस्थित सर्वांनी स्वर्गीय ग.दि.कुलथे यांचे संघटना चळवळीतील राहिलेले अपूर्ण कार्य त्याच तडफेने, प्रामाणिकपणाने पूर्ण करण्याचा संकल्प करून स्व. श्री.कुलथे यांना श्रद्धांजली वाहिली. [41, 430, 387, 611]
lead-col-3: जाग आणण्यासाठी दिसून आला. वास्तविक या आंदोलनाची दखल राज्य शासनाने घेणे अपेक्षित होती परंतु अर्थमंत्री अजित पवार यांनी ३१ मार्च च्या आत शेती कर्ज भरा असे आदेश केले. एकीकडे उत्पादन खर्च इतकाही भाव शेतकऱ्यांना द्यायचा नाही आणि दुसरीकडे शेतकऱ्यांकडून कर्ज भरून घेण्याची अपेक्षा करायची अशा शासनाचा काल [759, 467, 927, 615]
canal-launch-photo [596, 787, 1141, 1031]
canal-col-3: उपलब्ध असलेले पाणी जपून वापरणे ही आपल्या सर्वांची जबाबदारी आहे. या पंधरवड्याच्या उपक्रमात शेतकरी आणि युवकांनी सहभाग देण्याची गरज असून, जलसंपदा विभागाचे आधिकारी आपल्या गावात येणार असल्याने अनेक समस्यांचे निराकरण करण्यास मोठी मदत होईल. कालव्यांवरील अतिक्रमन काढण्यासाठी तसेच पाणीपट्टी भरण्यासाठीसहकार्याची भूमिका ठेवली पाहीजे असे मत त्यांनी शेवटी व्यक्त केले. [779, 1237, 955, 1418]
dam-event-photo [443, 1955, 1036, 2123]
